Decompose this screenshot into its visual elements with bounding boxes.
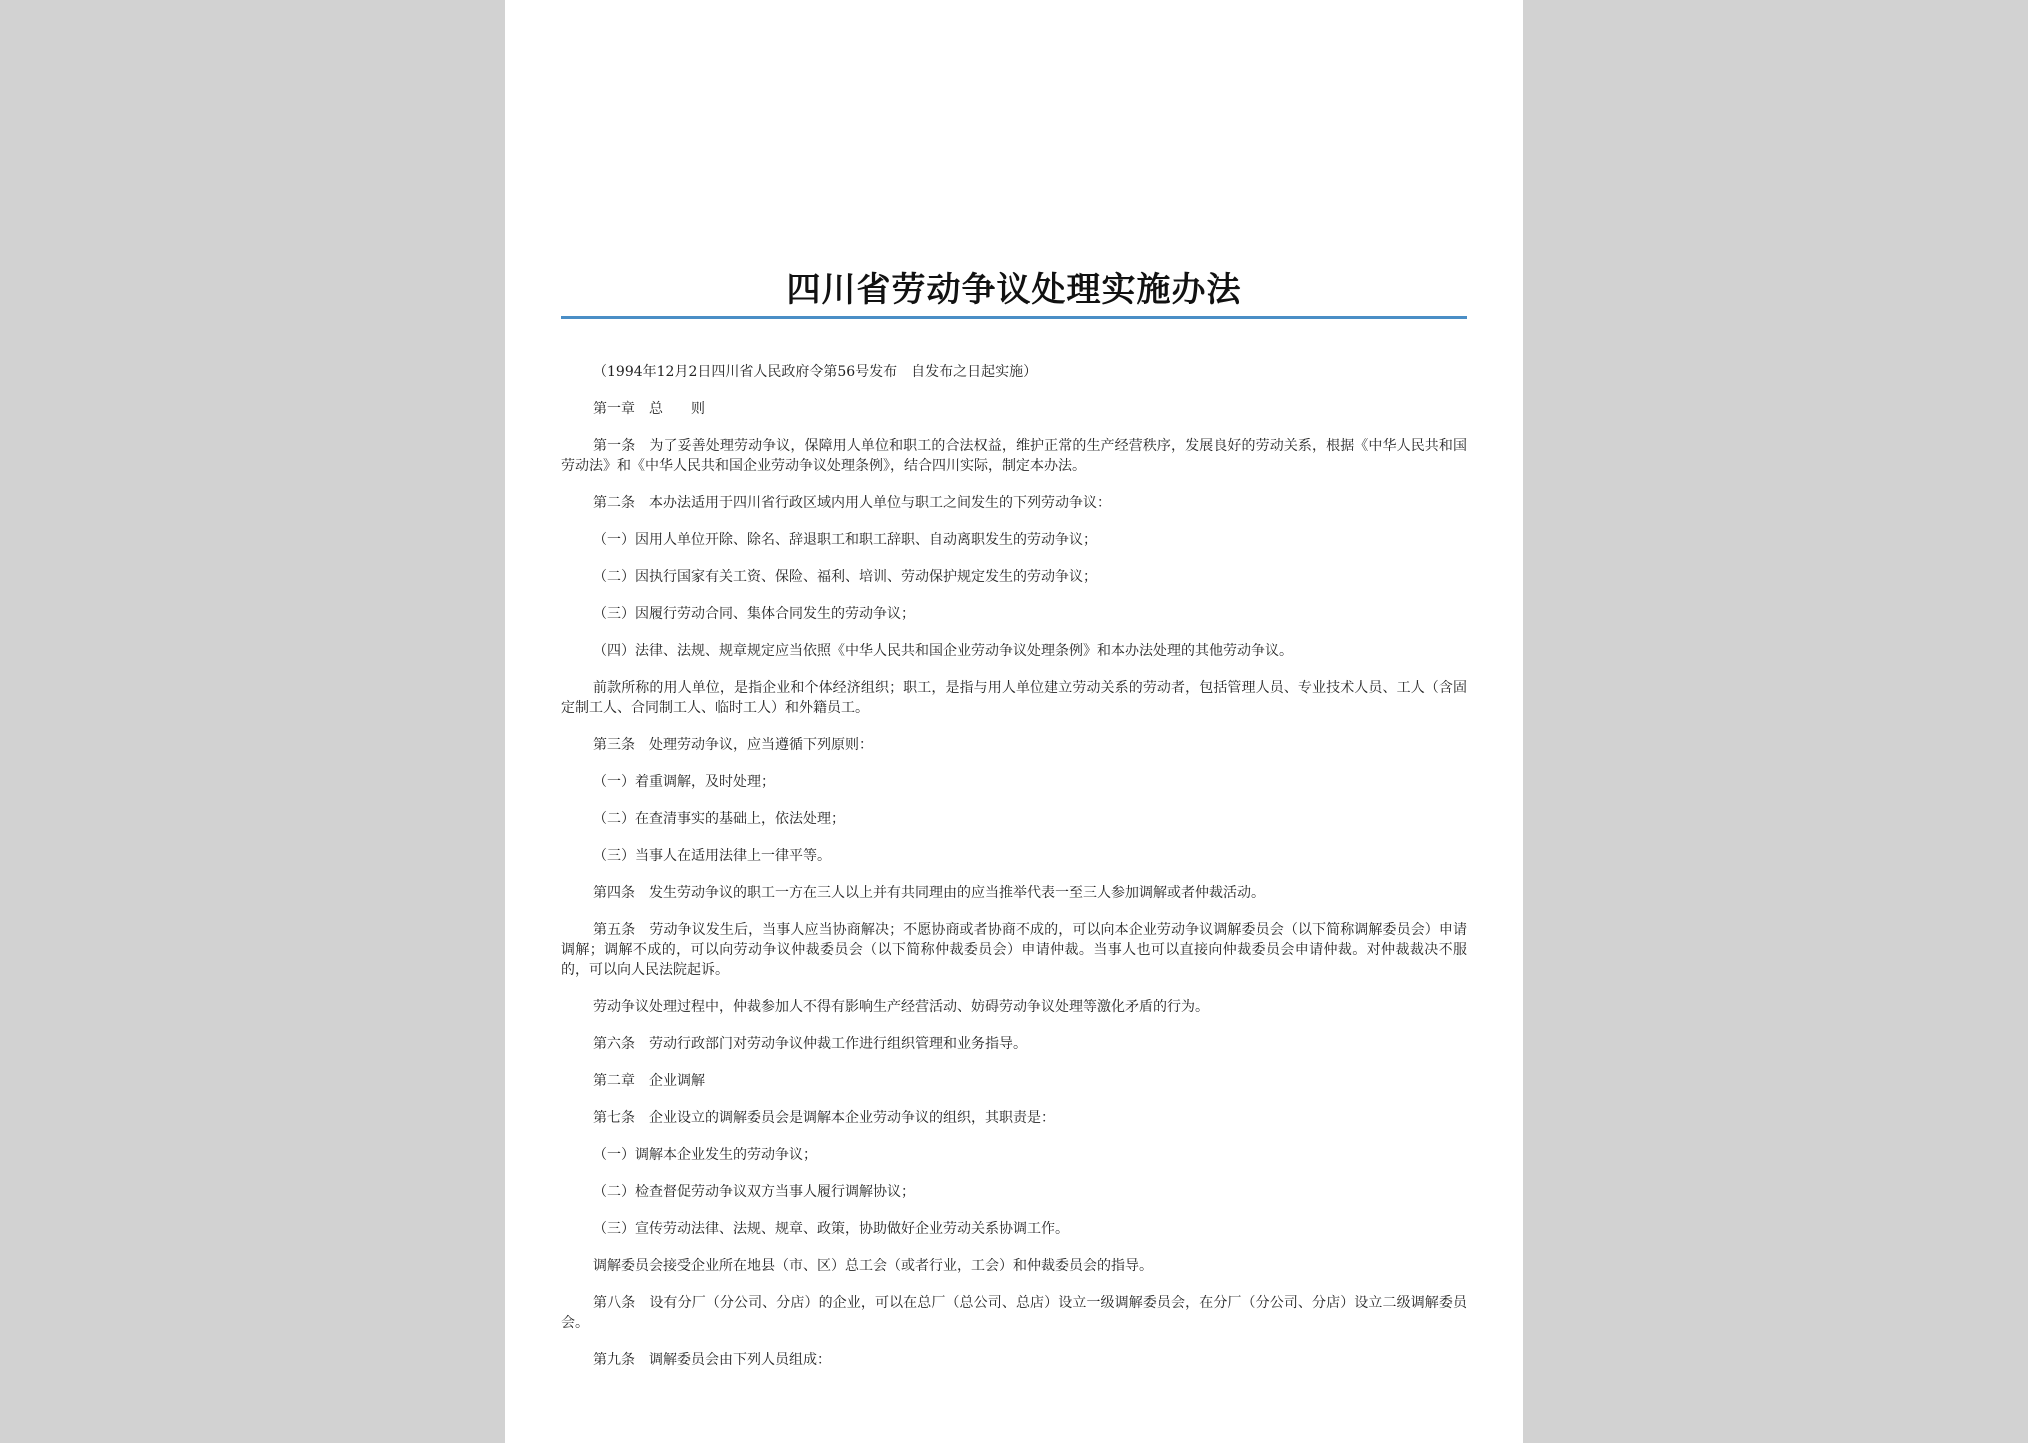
article-1: 第一条 为了妥善处理劳动争议，保障用人单位和职工的合法权益，维护正常的生产经营秩序，发展良好的劳动关系，根据《中华人民共和国劳动法》和《中华人民共和国企业劳动争议处理条例》，结合四川实际，制定本办法。 [561, 438, 1467, 474]
title-divider [561, 316, 1467, 319]
document-title: 四川省劳动争议处理实施办法 [786, 270, 1242, 310]
chapter-2-heading: 第二章 企业调解 [593, 1073, 705, 1089]
chapter-1-heading: 第一章 总 则 [593, 401, 705, 417]
document-body [561, 362, 1467, 1387]
article-8: 第八条 设有分厂（分公司、分店）的企业，可以在总厂（总公司、总店）设立一级调解委员会，在分厂（分公司、分店）设立二级调解委员会。 [561, 1295, 1467, 1331]
article-7-item-3: （三）宣传劳动法律、法规、规章、政策，协助做好企业劳动关系协调工作。 [593, 1221, 1069, 1237]
article-2: 第二条 本办法适用于四川省行政区域内用人单位与职工之间发生的下列劳动争议： [593, 495, 1111, 511]
document-page [505, 0, 1523, 1443]
article-4: 第四条 发生劳动争议的职工一方在三人以上并有共同理由的应当推举代表一至三人参加调解或者仲裁活动。 [593, 885, 1265, 901]
article-3-item-1: （一）着重调解，及时处理； [593, 774, 775, 790]
article-2-item-1: （一）因用人单位开除、除名、辞退职工和职工辞职、自动离职发生的劳动争议； [593, 532, 1097, 548]
article-5: 第五条 劳动争议发生后，当事人应当协商解决；不愿协商或者协商不成的，可以向本企业劳动争议调解委员会（以下简称调解委员会）申请调解；调解不成的，可以向劳动争议仲裁委员会（以下简称仲裁委员会）申请仲裁。当事人也可以直接向仲裁委员会申请仲裁。对仲裁裁决不服的，可以向人民法院起诉。 [561, 922, 1467, 978]
paragraph-issuance-note: （1994年12月2日四川省人民政府令第56号发布 自发布之日起实施） [593, 364, 1038, 380]
article-2-definition: 前款所称的用人单位，是指企业和个体经济组织；职工，是指与用人单位建立劳动关系的劳动者，包括管理人员、专业技术人员、工人（含固定制工人、合同制工人、临时工人）和外籍员工。 [561, 680, 1467, 716]
article-3-item-3: （三）当事人在适用法律上一律平等。 [593, 848, 831, 864]
article-7: 第七条 企业设立的调解委员会是调解本企业劳动争议的组织，其职责是： [593, 1110, 1055, 1126]
article-9: 第九条 调解委员会由下列人员组成： [593, 1352, 831, 1368]
article-2-item-4: （四）法律、法规、规章规定应当依照《中华人民共和国企业劳动争议处理条例》和本办法处理的其他劳动争议。 [593, 643, 1293, 659]
article-2-item-2: （二）因执行国家有关工资、保险、福利、培训、劳动保护规定发生的劳动争议； [593, 569, 1097, 585]
article-3-item-2: （二）在查清事实的基础上，依法处理； [593, 811, 845, 827]
article-5-note: 劳动争议处理过程中，仲裁参加人不得有影响生产经营活动、妨碍劳动争议处理等激化矛盾的行为。 [593, 999, 1209, 1015]
article-7-note: 调解委员会接受企业所在地县（市、区）总工会（或者行业，工会）和仲裁委员会的指导。 [593, 1258, 1153, 1274]
article-2-item-3: （三）因履行劳动合同、集体合同发生的劳动争议； [593, 606, 915, 622]
article-3: 第三条 处理劳动争议，应当遵循下列原则： [593, 737, 873, 753]
article-7-item-1: （一）调解本企业发生的劳动争议； [593, 1147, 817, 1163]
article-7-item-2: （二）检查督促劳动争议双方当事人履行调解协议； [593, 1184, 915, 1200]
article-6: 第六条 劳动行政部门对劳动争议仲裁工作进行组织管理和业务指导。 [593, 1036, 1027, 1052]
